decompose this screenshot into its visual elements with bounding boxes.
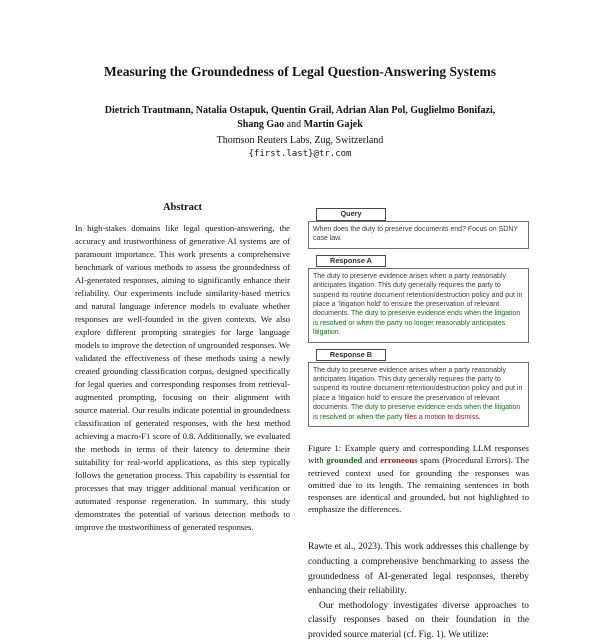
affiliation: Thomson Reuters Labs, Zug, Switzerland	[216, 135, 384, 146]
figure-1	[308, 203, 529, 427]
figure-caption	[308, 442, 529, 515]
authors-and: and	[284, 118, 304, 130]
caption-prefix: Figure 1: Example query and corresponding LLM responses with	[308, 443, 529, 466]
abstract-text: In high-stakes domains like legal question-answering, the accuracy and trustworthiness of generative AI systems are of paramount importance. This work presents a comprehensive benchmark of various methods to assess the groundedness of AI-generated responses, aiming to significantly enhance their reliability. Our experiments include similarity-based metrics and natural language inference models to evaluate whether responses are well-founded in the given contexts. We also explore different prompting strategies for large language models to improve the detection of ungrounded responses. We validated the effectiveness of these methods using a newly created grounding classification corpus, designed specifically for legal queries and corresponding responses from retrieval-augmented prompting, focusing on their alignment with source material. Our results indicate potential in groundedness classification of generated responses, with the best method achieving a macro-F1 score of 0.8. Additionally, we evaluated the methods in terms of their latency to determine their suitability for real-world applications, as this step typically follows the generation process. This capability is essential for processes that may trigger additional manual verification or automated response regeneration. In summary, this study demonstrates the potential of various detection methods to improve the trustworthiness of generated responses.	[75, 223, 290, 532]
left-column	[75, 202, 290, 534]
response-b-label: Response B	[316, 349, 386, 362]
response-a-shared-text: The duty to preserve evidence arises when a party reasonably anticipates litigation. This duty generally requires the party to suspend its routine document retention/destruction policy and put in place a ‘litigation hold’ to ensure the preservation of relevant documents.	[313, 272, 523, 318]
query-box: When does the duty to preserve documents end? Focus on SDNY case law.	[308, 221, 529, 249]
caption-erroneous-word: erroneous	[380, 455, 418, 466]
caption-suffix: spans (Procedural Errors). The retrieved context used for grounding the responses was omitted due to its length. The remaining sentences in both responses are identical and grounded, but not highlighted to emphasize the differences.	[308, 455, 529, 515]
response-b-box	[308, 362, 529, 427]
caption-grounded-word: grounded	[326, 455, 363, 466]
query-label: Query	[316, 208, 386, 221]
caption-mid: and	[362, 455, 381, 466]
body-paragraph-1: Rawte et al., 2023). This work addresses this challenge by conducting a comprehensive benchmarking to assess the groundedness of AI-generated legal responses, thereby enhancing their reliability.	[308, 542, 529, 597]
response-b-shared-text: The duty to preserve evidence arises when a party reasonably anticipates litigation. This duty generally requires the party to suspend its routine document retention/destruction policy and put in place a ‘litigation hold’ to ensure the preservation of relevant documents.	[313, 366, 523, 412]
body-text	[308, 540, 529, 642]
right-column	[308, 203, 529, 642]
authors-line-1: Dietrich Trautmann, Natalia Ostapuk, Quentin Grail, Adrian Alan Pol, Guglielmo Bonifazi,	[104, 105, 496, 116]
response-a-box	[308, 268, 529, 343]
response-a-grounded-span: The duty to preserve evidence ends when the litigation is resolved or when the party no longer reasonably anticipates litigation.	[313, 310, 521, 337]
authors-block	[30, 104, 570, 131]
response-b-erroneous-span: files a motion to dismiss.	[404, 413, 481, 421]
authors-line-2-first: Shang Gao	[237, 118, 285, 130]
contact-email: {first.last}@tr.com	[248, 149, 352, 159]
response-b-grounded-span: The duty to preserve evidence ends when the litigation is resolved or when the party	[313, 404, 521, 421]
page-title: Measuring the Groundedness of Legal Question-Answering Systems	[103, 64, 497, 79]
authors-line-2-last: Martin Gajek	[303, 118, 363, 130]
abstract-heading: Abstract	[162, 202, 203, 213]
body-paragraph-2: Our methodology investigates diverse approaches to classify responses based on their foundation in the provided source material (cf. Fig. 1). We utilize:	[308, 600, 529, 640]
response-a-label: Response A	[316, 255, 386, 268]
